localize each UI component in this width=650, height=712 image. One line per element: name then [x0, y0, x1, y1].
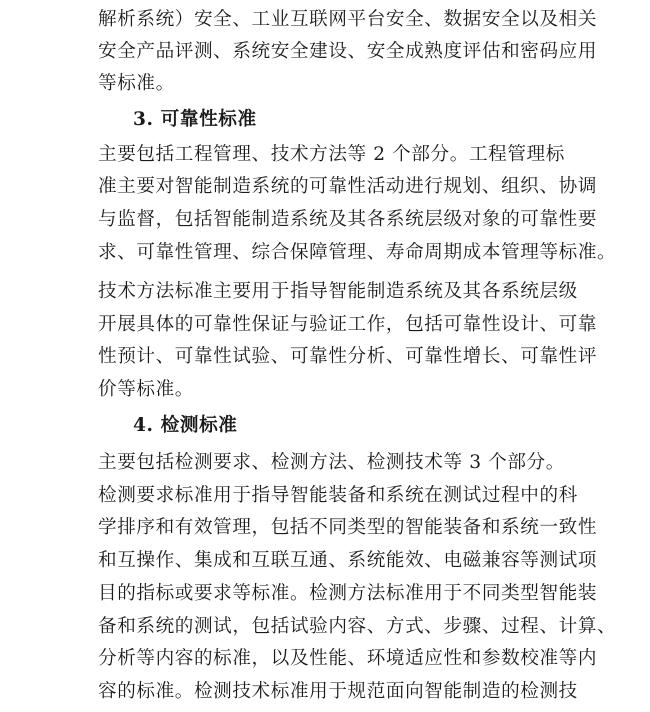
section-4-line-7: 分析等内容的标准，以及性能、环境适应性和参数校准等内: [98, 648, 598, 669]
section-4-line-4: 和互操作、集成和互联互通、系统能效、电磁兼容等测试项: [98, 550, 598, 571]
section-4-line-5: 目的指标或要求等标准。检测方法标准用于不同类型智能装: [98, 583, 598, 604]
section-3-line-6: 开展具体的可靠性保证与验证工作，包括可靠性设计、可靠: [98, 314, 598, 335]
section-4-heading: 4. 检测标准: [133, 415, 238, 436]
section-4-line-2: 检测要求标准用于指导智能装备和系统在测试过程中的科: [98, 485, 578, 506]
section-3-heading: 3. 可靠性标准: [133, 109, 257, 130]
intro-line-1: 解析系统）安全、工业互联网平台安全、数据安全以及相关: [98, 9, 598, 30]
intro-line-2: 安全产品评测、系统安全建设、安全成熟度评估和密码应用: [98, 41, 598, 62]
section-3-line-5: 技术方法标准主要用于指导智能制造系统及其各系统层级: [98, 281, 578, 302]
section-4-line-8: 容的标准。检测技术标准用于规范面向智能制造的检测技: [98, 681, 578, 702]
section-3-line-1: 主要包括工程管理、技术方法等 2 个部分。工程管理标: [98, 144, 565, 165]
section-3-line-2: 准主要对智能制造系统的可靠性活动进行规划、组织、协调: [98, 176, 598, 197]
section-3-line-3: 与监督，包括智能制造系统及其各系统层级对象的可靠性要: [98, 209, 598, 230]
section-3-line-4: 求、可靠性管理、综合保障管理、寿命周期成本管理等标准。: [98, 242, 617, 263]
section-3-line-7: 性预计、可靠性试验、可靠性分析、可靠性增长、可靠性评: [98, 346, 598, 367]
section-3-line-8: 价等标准。: [98, 379, 194, 400]
section-4-line-3: 学排序和有效管理，包括不同类型的智能装备和系统一致性: [98, 517, 598, 538]
intro-line-3: 等标准。: [98, 73, 175, 94]
section-4-line-1: 主要包括检测要求、检测方法、检测技术等 3 个部分。: [98, 452, 565, 473]
section-4-line-6: 备和系统的测试，包括试验内容、方式、步骤、过程、计算、: [98, 616, 617, 637]
